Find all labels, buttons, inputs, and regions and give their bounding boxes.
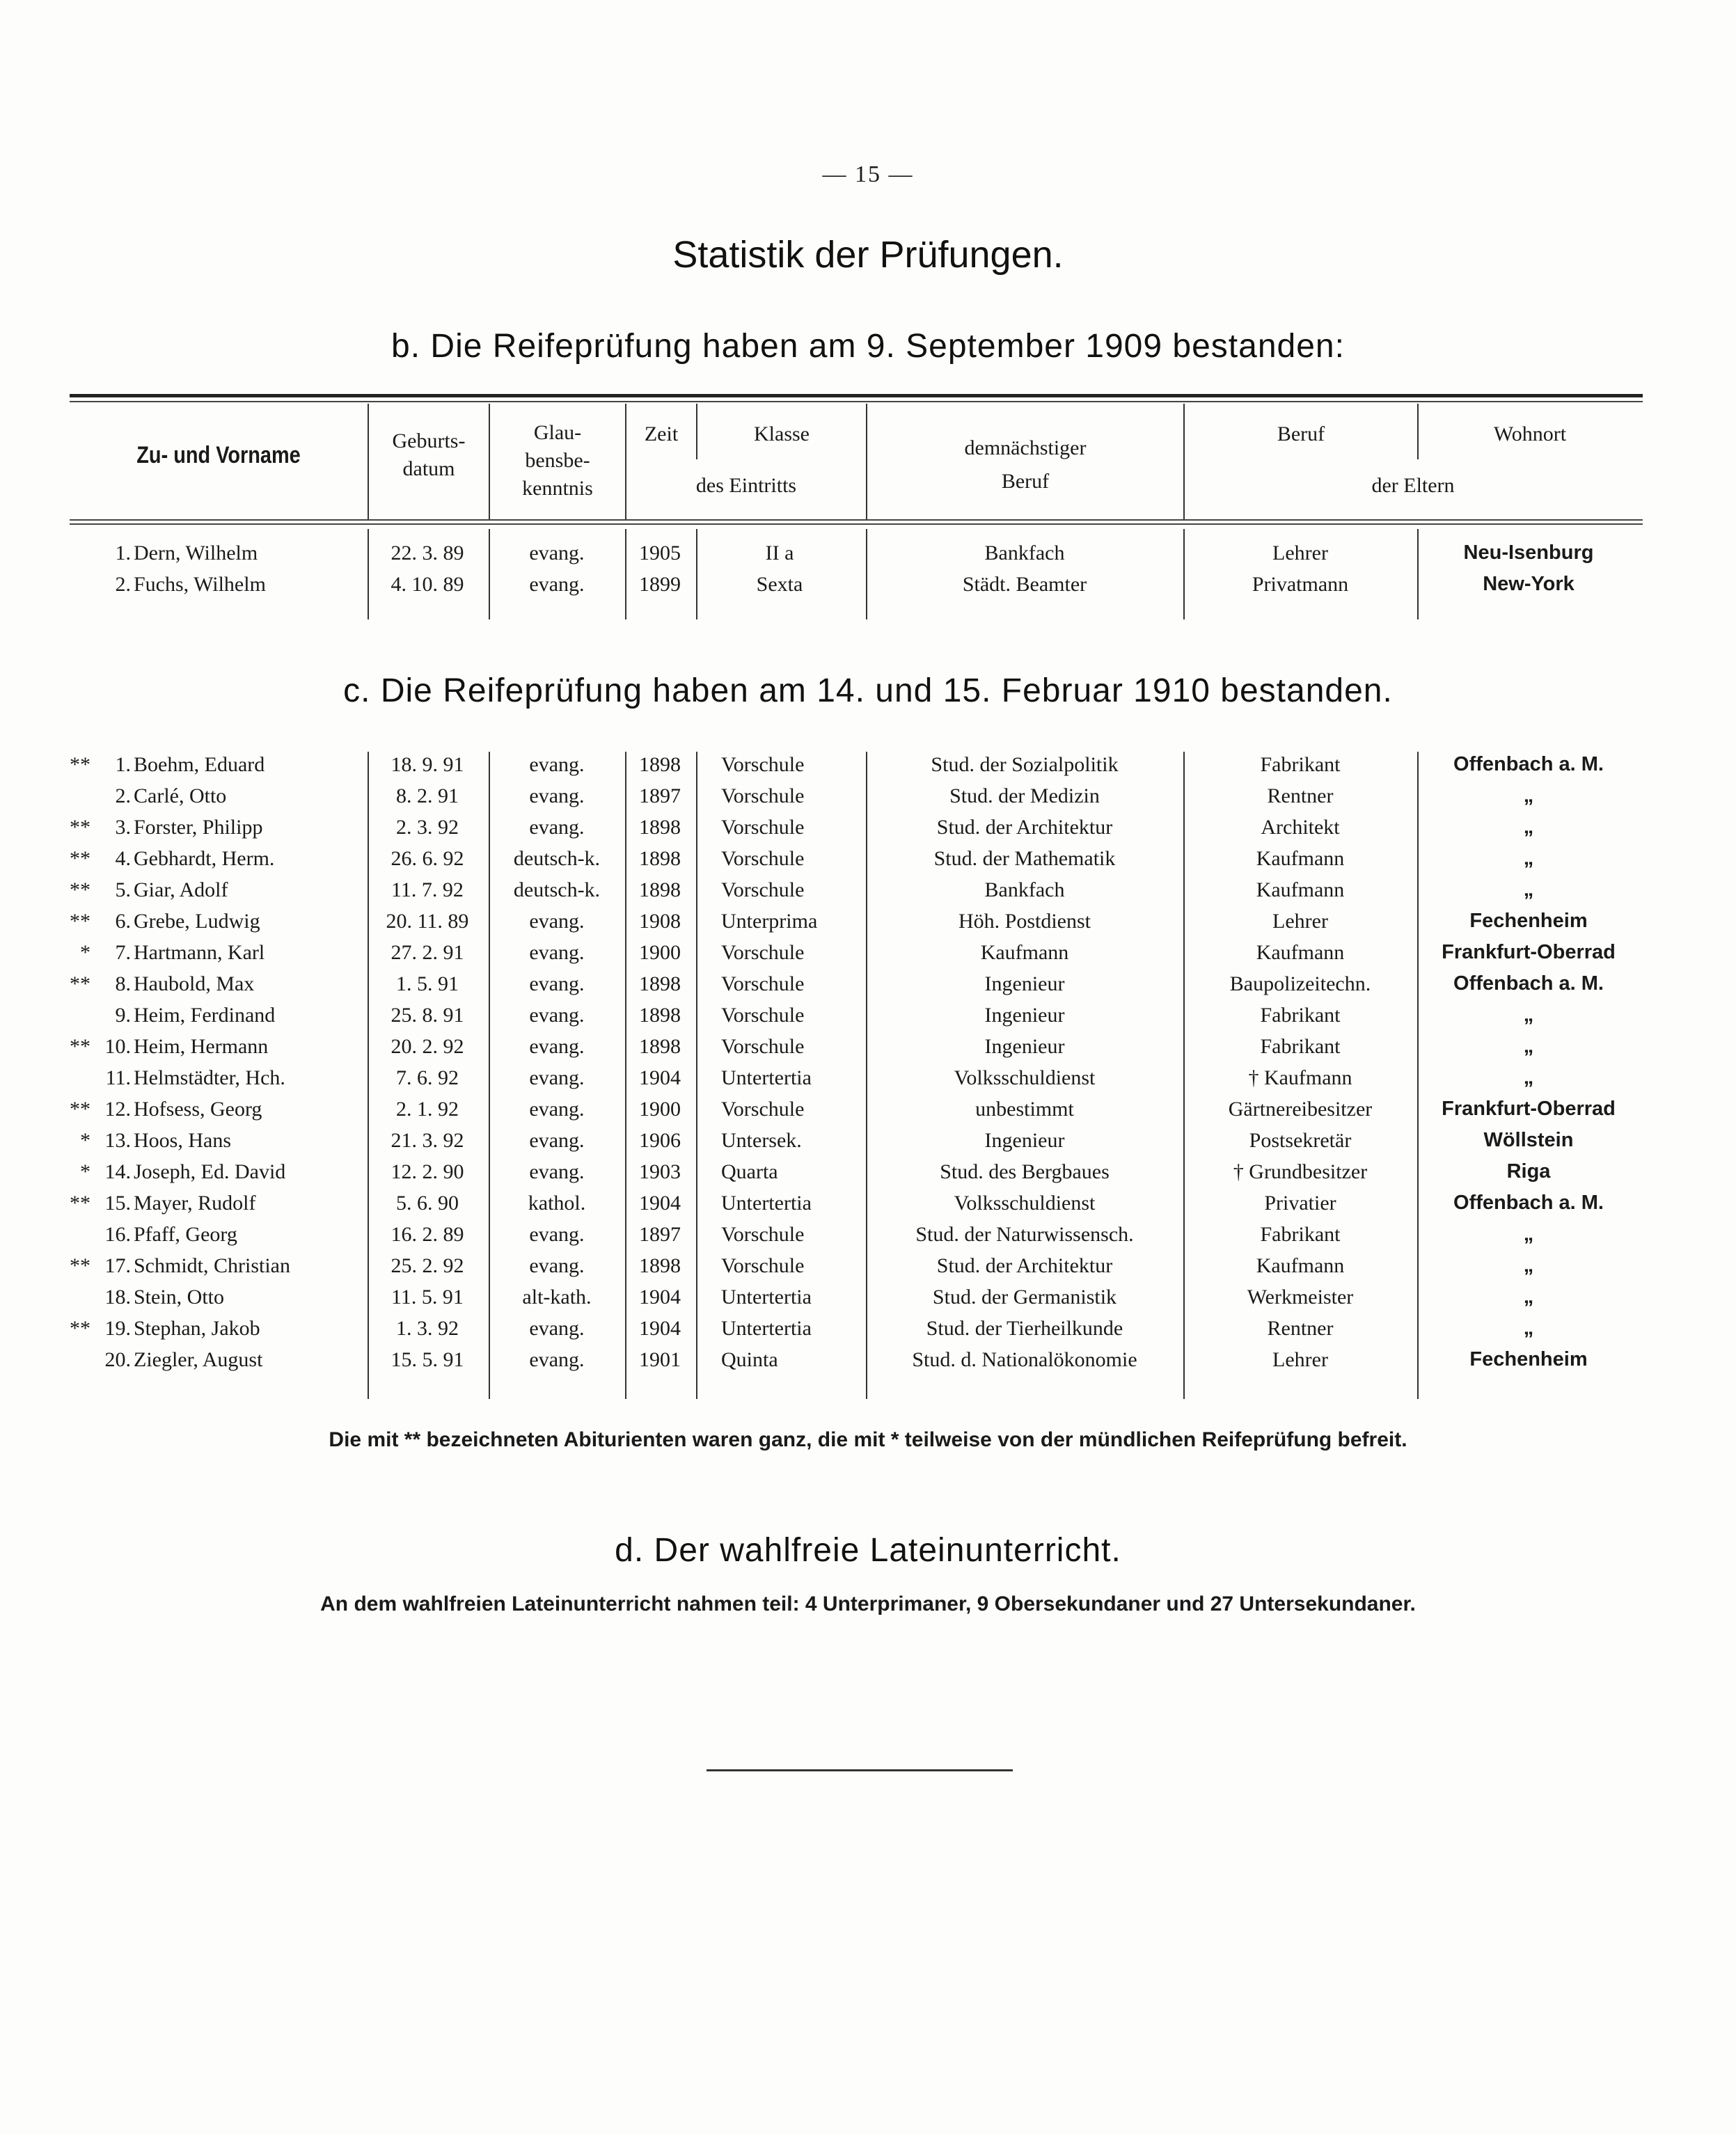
parent-profession: Rentner [1267,1317,1334,1340]
row-number: 6. [115,910,131,933]
table-row [0,910,1736,941]
student-name: Heim, Ferdinand [134,1004,276,1027]
parent-residence: „ [1523,847,1534,869]
birth-date: 16. 2. 89 [390,1223,464,1246]
entry-year: 1905 [639,542,681,564]
exemption-note: Die mit ** bezeichneten Abiturienten waren ganz, die mit * teilweise von der mündlichen Reifeprüfung befreit. [329,1428,1407,1451]
section-b-heading: b. Die Reifeprüfung haben am 9. September 1909 bestanden: [391,328,1345,365]
table-row [0,878,1736,910]
entry-class: Vorschule [721,878,805,901]
birth-date: 1. 3. 92 [396,1317,459,1340]
col-separator [1183,752,1185,1399]
table-row [0,1004,1736,1035]
future-profession: Stud. der Sozialpolitik [931,753,1119,776]
col-separator [368,529,369,619]
parent-profession: Fabrikant [1260,753,1341,776]
col-separator [489,752,490,1399]
future-profession: Kaufmann [980,941,1069,964]
entry-class: Vorschule [721,972,805,995]
student-name: Heim, Hermann [134,1035,269,1058]
parent-profession: Baupolizeitechn. [1229,972,1371,995]
row-number: 19. [104,1317,131,1340]
header-des-eintritts: des Eintritts [695,474,797,497]
header-birth-2: datum [402,457,455,480]
birth-date: 20. 11. 89 [386,910,469,933]
col-separator [625,529,626,619]
confession: evang. [529,542,585,564]
header-wohnort: Wohnort [1493,422,1567,445]
row-number: 5. [115,878,131,901]
parent-profession: Fabrikant [1260,1223,1341,1246]
parent-profession: Fabrikant [1260,1035,1341,1058]
future-profession: Höh. Postdienst [958,910,1091,933]
exemption-mark: ** [70,816,90,839]
latin-note: An dem wahlfreien Lateinunterricht nahmen teil: 4 Unterprimaner, 9 Obersekundaner und 27 Untersekundaner. [320,1592,1416,1615]
future-profession: Volksschuldienst [954,1192,1096,1215]
parent-residence: Wöllstein [1483,1129,1574,1151]
parent-residence: Offenbach a. M. [1453,972,1604,995]
birth-date: 22. 3. 89 [390,542,464,564]
birth-date: 4. 10. 89 [390,573,464,596]
future-profession: Ingenieur [984,972,1065,995]
entry-year: 1897 [639,1223,681,1246]
birth-date: 25. 2. 92 [390,1254,464,1277]
future-profession: Ingenieur [984,1035,1065,1058]
row-number: 16. [104,1223,131,1246]
parent-profession: Fabrikant [1260,1004,1341,1027]
student-name: Fuchs, Wilhelm [134,573,266,596]
header-birth-1: Geburts- [392,429,466,452]
entry-year: 1898 [639,847,681,870]
exemption-mark: ** [70,1254,90,1277]
student-name: Mayer, Rudolf [134,1192,256,1215]
entry-class: Vorschule [721,816,805,839]
col-separator [866,529,867,619]
table-row [0,573,1736,604]
parent-residence: „ [1523,1286,1534,1308]
future-profession: Volksschuldienst [954,1066,1096,1089]
row-number: 2. [115,784,131,807]
parent-profession: Kaufmann [1256,1254,1345,1277]
row-number: 1. [115,542,131,564]
parent-residence: Riga [1506,1160,1551,1183]
col-separator [696,529,697,619]
row-number: 3. [115,816,131,839]
student-name: Hoos, Hans [134,1129,231,1152]
confession: evang. [529,1348,585,1371]
exemption-mark: ** [70,1317,90,1340]
entry-year: 1904 [639,1066,681,1089]
student-name: Haubold, Max [134,972,255,995]
entry-year: 1904 [639,1286,681,1309]
exemption-mark: ** [70,1098,90,1121]
entry-year: 1898 [639,1254,681,1277]
parent-residence: „ [1523,1035,1534,1057]
student-name: Giar, Adolf [134,878,228,901]
future-profession: Bankfach [984,542,1065,564]
future-profession: Stud. d. Nationalökonomie [912,1348,1137,1371]
parent-profession: Kaufmann [1256,941,1345,964]
birth-date: 20. 2. 92 [390,1035,464,1058]
confession: evang. [529,941,585,964]
student-name: Joseph, Ed. David [134,1160,286,1183]
parent-profession: Kaufmann [1256,847,1345,870]
row-number: 17. [104,1254,131,1277]
table-row [0,941,1736,972]
entry-year: 1897 [639,784,681,807]
student-name: Forster, Philipp [134,816,263,839]
exemption-mark: ** [70,753,90,776]
col-separator [866,752,867,1399]
parent-profession: Gärtnereibesitzer [1228,1098,1373,1121]
header-der-eltern: der Eltern [1371,474,1455,497]
exemption-mark: * [80,1160,90,1183]
parent-profession: Kaufmann [1256,878,1345,901]
parent-profession: Werkmeister [1247,1286,1354,1309]
entry-class: Vorschule [721,784,805,807]
table-row [0,542,1736,573]
entry-class: Vorschule [721,1254,805,1277]
row-number: 8. [115,972,131,995]
birth-date: 27. 2. 91 [390,941,464,964]
table-row [0,1160,1736,1192]
parent-profession: Lehrer [1272,910,1328,933]
header-name: Zu- und Vorname [136,442,301,468]
col-separator [866,404,867,519]
confession: kathol. [528,1192,586,1215]
confession: evang. [529,1066,585,1089]
birth-date: 18. 9. 91 [390,753,464,776]
table-row [0,784,1736,816]
student-name: Grebe, Ludwig [134,910,260,933]
entry-year: 1904 [639,1192,681,1215]
confession: evang. [529,910,585,933]
col-separator [1183,529,1185,619]
entry-year: 1898 [639,972,681,995]
parent-residence: New-York [1483,573,1575,595]
table-row [0,1066,1736,1098]
birth-date: 1. 5. 91 [396,972,459,995]
table-row [0,1223,1736,1254]
entry-year: 1908 [639,910,681,933]
row-number: 12. [104,1098,131,1121]
parent-residence: Neu-Isenburg [1463,542,1594,564]
student-name: Hartmann, Karl [134,941,265,964]
section-d-heading: d. Der wahlfreie Lateinunterricht. [615,1532,1121,1569]
confession: evang. [529,1035,585,1058]
student-name: Pfaff, Georg [134,1223,237,1246]
parent-residence: „ [1523,1254,1534,1277]
entry-class: Untertertia [721,1066,812,1089]
col-separator [625,404,626,519]
birth-date: 25. 8. 91 [390,1004,464,1027]
page-number: — 15 — [822,161,914,187]
entry-year: 1900 [639,941,681,964]
table-row [0,1254,1736,1286]
confession: evang. [529,573,585,596]
parent-residence: Frankfurt-Oberrad [1442,941,1616,963]
table-top-rule [70,394,1643,397]
entry-year: 1906 [639,1129,681,1152]
confession: evang. [529,1317,585,1340]
student-name: Stephan, Jakob [134,1317,260,1340]
future-profession: Bankfach [984,878,1065,901]
future-profession: Städt. Beamter [962,573,1087,596]
parent-residence: Offenbach a. M. [1453,1192,1604,1214]
future-profession: Stud. der Architektur [936,816,1113,839]
entry-class: Sexta [756,573,803,596]
parent-residence: Fechenheim [1469,910,1588,932]
student-name: Carlé, Otto [134,784,227,807]
exemption-mark: ** [70,847,90,870]
row-number: 15. [104,1192,131,1215]
parent-profession: Architekt [1261,816,1340,839]
entry-class: Quinta [721,1348,778,1371]
entry-year: 1904 [639,1317,681,1340]
entry-year: 1898 [639,1035,681,1058]
entry-class: Untertertia [721,1317,812,1340]
confession: evang. [529,753,585,776]
header-klasse: Klasse [754,422,810,445]
col-separator [696,752,697,1399]
col-separator [1417,752,1419,1399]
header-beruf: Beruf [1277,422,1325,445]
entry-class: Vorschule [721,1004,805,1027]
student-name: Gebhardt, Herm. [134,847,275,870]
confession: evang. [529,784,585,807]
entry-class: Unterprima [721,910,818,933]
birth-date: 2. 1. 92 [396,1098,459,1121]
row-number: 18. [104,1286,131,1309]
student-name: Boehm, Eduard [134,753,265,776]
entry-class: Untertertia [721,1286,812,1309]
birth-date: 11. 5. 91 [391,1286,464,1309]
table-row [0,1317,1736,1348]
student-name: Dern, Wilhelm [134,542,258,564]
entry-class: Vorschule [721,847,805,870]
confession: evang. [529,1129,585,1152]
confession: evang. [529,1098,585,1121]
table-row [0,1348,1736,1380]
parent-profession: Postsekretär [1249,1129,1352,1152]
header-conf-3: kenntnis [522,477,593,500]
future-profession: Ingenieur [984,1004,1065,1027]
header-conf-1: Glau- [533,421,582,444]
entry-class: II a [765,542,794,564]
entry-year: 1898 [639,878,681,901]
future-profession: unbestimmt [975,1098,1074,1121]
entry-class: Untertertia [721,1192,812,1215]
table-row [0,972,1736,1004]
row-number: 20. [104,1348,131,1371]
header-bottom-rule-2 [70,523,1643,525]
table-row [0,1129,1736,1160]
col-separator [1183,404,1185,519]
row-number: 7. [115,941,131,964]
future-profession: Stud. der Mathematik [933,847,1116,870]
confession: evang. [529,972,585,995]
confession: alt-kath. [522,1286,592,1309]
page-title: Statistik der Prüfungen. [672,234,1064,276]
future-profession: Ingenieur [984,1129,1065,1152]
header-conf-2: bensbe- [525,449,590,472]
student-name: Helmstädter, Hch. [134,1066,285,1089]
header-job-2: Beruf [1001,470,1050,493]
row-number: 2. [115,573,131,596]
exemption-mark: * [80,1129,90,1152]
confession: evang. [529,1223,585,1246]
col-separator [1417,529,1419,619]
entry-year: 1898 [639,753,681,776]
exemption-mark: ** [70,878,90,901]
exemption-mark: * [80,941,90,964]
confession: deutsch-k. [513,878,601,901]
parent-profession: † Kaufmann [1248,1066,1352,1089]
student-name: Schmidt, Christian [134,1254,290,1277]
section-c-heading: c. Die Reifeprüfung haben am 14. und 15. Februar 1910 bestanden. [343,672,1393,709]
birth-date: 11. 7. 92 [391,878,464,901]
table-row [0,1098,1736,1129]
exemption-mark: ** [70,910,90,933]
parent-profession: Rentner [1267,784,1334,807]
header-bottom-rule [70,519,1643,521]
parent-residence: „ [1523,1066,1534,1089]
table-row [0,1192,1736,1223]
future-profession: Stud. der Germanistik [932,1286,1117,1309]
parent-profession: Privatier [1264,1192,1336,1215]
parent-profession: Lehrer [1272,1348,1328,1371]
birth-date: 21. 3. 92 [390,1129,464,1152]
col-separator [625,752,626,1399]
header-job-1: demnächstiger [964,436,1087,459]
end-rule [707,1769,1013,1771]
entry-year: 1899 [639,573,681,596]
parent-residence: Fechenheim [1469,1348,1588,1370]
birth-date: 7. 6. 92 [396,1066,459,1089]
future-profession: Stud. der Architektur [936,1254,1113,1277]
birth-date: 12. 2. 90 [390,1160,464,1183]
future-profession: Stud. des Bergbaues [940,1160,1110,1183]
table-row [0,753,1736,784]
parent-profession: † Grundbesitzer [1233,1160,1368,1183]
confession: evang. [529,1004,585,1027]
col-separator [489,529,490,619]
row-number: 10. [104,1035,131,1058]
entry-class: Vorschule [721,1223,805,1246]
entry-year: 1898 [639,1004,681,1027]
row-number: 14. [104,1160,131,1183]
col-separator [368,752,369,1399]
parent-residence: Offenbach a. M. [1453,753,1604,775]
entry-class: Quarta [721,1160,778,1183]
parent-profession: Privatmann [1252,573,1349,596]
exemption-mark: ** [70,1192,90,1215]
table-row [0,1286,1736,1317]
row-number: 4. [115,847,131,870]
exemption-mark: ** [70,972,90,995]
parent-residence: „ [1523,878,1534,901]
table-row [0,816,1736,847]
entry-year: 1901 [639,1348,681,1371]
table-row [0,847,1736,878]
entry-year: 1898 [639,816,681,839]
future-profession: Stud. der Naturwissensch. [915,1223,1134,1246]
future-profession: Stud. der Medizin [949,784,1100,807]
table-top-rule-thin [70,401,1643,402]
birth-date: 8. 2. 91 [396,784,459,807]
confession: evang. [529,1254,585,1277]
confession: evang. [529,816,585,839]
parent-residence: „ [1523,1223,1534,1245]
parent-profession: Lehrer [1272,542,1328,564]
parent-residence: „ [1523,1317,1534,1339]
parent-residence: „ [1523,816,1534,838]
parent-residence: „ [1523,1004,1534,1026]
confession: evang. [529,1160,585,1183]
birth-date: 15. 5. 91 [390,1348,464,1371]
student-name: Ziegler, August [134,1348,263,1371]
student-name: Stein, Otto [134,1286,225,1309]
exemption-mark: ** [70,1035,90,1058]
entry-year: 1900 [639,1098,681,1121]
entry-year: 1903 [639,1160,681,1183]
parent-residence: Frankfurt-Oberrad [1442,1098,1616,1120]
entry-class: Vorschule [721,1035,805,1058]
entry-class: Untersek. [721,1129,802,1152]
birth-date: 5. 6. 90 [396,1192,459,1215]
entry-class: Vorschule [721,1098,805,1121]
entry-class: Vorschule [721,941,805,964]
parent-residence: „ [1523,784,1534,807]
header-zeit: Zeit [644,422,679,445]
table-row [0,1035,1736,1066]
birth-date: 26. 6. 92 [390,847,464,870]
birth-date: 2. 3. 92 [396,816,459,839]
row-number: 1. [115,753,131,776]
student-name: Hofsess, Georg [134,1098,262,1121]
entry-class: Vorschule [721,753,805,776]
row-number: 9. [115,1004,131,1027]
row-number: 13. [104,1129,131,1152]
future-profession: Stud. der Tierheilkunde [926,1317,1123,1340]
row-number: 11. [105,1066,131,1089]
confession: deutsch-k. [513,847,601,870]
